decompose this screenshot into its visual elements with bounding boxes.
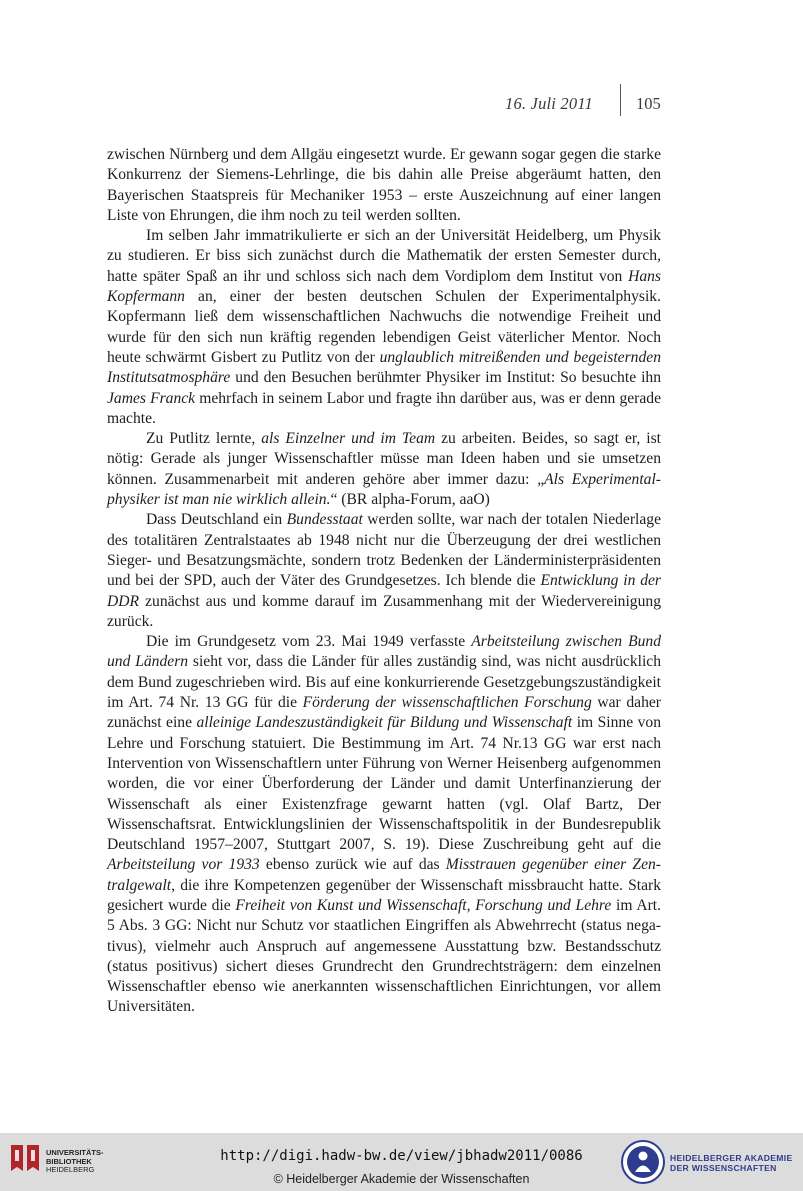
paragraph xyxy=(107,632,661,1018)
emphasis-text: unglaublich mitreißenden und begeisternden Institutsatmosphäre xyxy=(107,348,661,387)
text-run: mehrfach in seinem Labor und fragte ihn darüber aus, was er denn gerade machte. xyxy=(107,389,661,427)
emphasis-text: Als Experimentalphysiker ist man nie wirklich allein. xyxy=(107,470,661,509)
page-number: 105 xyxy=(636,94,661,113)
paragraph xyxy=(107,226,661,429)
text-run: an, einer der besten deutschen Schulen der Experimentalphysik. Kopfermann ließ dem wissenschaftlichen Nachwuchs die notwendige Freiheit und wurde für den sich nun kräftig regenden lebendigen Geist väterlicher Mentor. Noch heute schwärmt Gisbert zu Putlitz von der xyxy=(107,288,661,366)
emphasis-text: Bundesstaat xyxy=(286,511,363,529)
text-run: , die ihre Kompetenzen gegenüber der Wissenschaft missbraucht hatte. Stark gesichert wurde die xyxy=(107,876,661,914)
ub-line-1: UNIVERSITÄTS- xyxy=(46,1148,104,1157)
academy-wordmark xyxy=(670,1153,792,1173)
emphasis-text: Misstrauen gegenüber einer Zentralgewalt xyxy=(107,856,661,894)
emphasis-text: Freiheit von Kunst und Wissenschaft, Forschung und Lehre xyxy=(235,896,612,914)
emphasis-text: alleinige Landeszuständigkeit für Bildung und Wissenschaft xyxy=(196,714,573,732)
emphasis-text: Hans Kopfermann xyxy=(107,267,661,306)
paragraph xyxy=(107,429,661,510)
running-head: 16. Juli 2011 xyxy=(505,94,593,113)
text-run: war daher zunächst eine xyxy=(107,694,661,732)
emphasis-text: Arbeitsteilung zwischen Bund und Ländern xyxy=(107,633,661,671)
emphasis-text: Arbeitsteilung vor 1933 xyxy=(107,856,260,874)
main-text xyxy=(107,145,661,1018)
text-run: Dass Deutschland ein xyxy=(146,511,287,529)
academy-logo[interactable] xyxy=(620,1139,800,1185)
text-run: werden sollte, war nach der totalen Niederlage des totalitären Zentralstaates ab 1948 nicht nur die Überzeugung der drei westlichen Sieger- und Besatzungsmächte, sondern trotz Bedenken der Länderministerpräsidenten und bei der SPD, auch der Väter des Grundgesetzes. Ich blende die xyxy=(107,511,662,590)
paragraph xyxy=(107,145,661,226)
text-run: “ (BR alpha-Forum, aaO) xyxy=(330,491,490,509)
academy-line-2: DER WISSENSCHAFTEN xyxy=(670,1163,777,1173)
page-header xyxy=(0,94,803,118)
copyright-notice: © Heidelberger Akademie der Wissenschaften xyxy=(273,1172,530,1186)
emphasis-text: Förderung der wissenschaftlichen Forschung xyxy=(302,694,592,712)
text-run: Im selben Jahr immatrikulierte er sich an der Universität Heidelberg, um Physik zu studieren. Er biss sich zunächst durch die Mathematik der ersten Semester durch, hatte später Spaß an ihr und schloss sich nach dem Vordiplom dem Institut von xyxy=(107,227,661,285)
emphasis-text: als Einzelner und im Team xyxy=(261,430,436,448)
text-run: zu arbeiten. Beides, so sagt er, ist nötig: Gerade als junger Wissenschaftler müsse man Ideen haben und sie umsetzen können. Zusammenarbeit mit anderen gehöre aber immer dazu: „ xyxy=(107,430,661,488)
emphasis-text: Entwicklung in der DDR xyxy=(107,572,662,610)
text-run: und den Besuchen berühmter Physiker im Institut: So besuchte ihn xyxy=(230,369,661,387)
paragraph xyxy=(107,510,661,632)
text-run: im Sinne von Lehre und Forschung statuiert. Die Bestimmung im Art. 74 Nr.13 GG war erst nach Intervention von Wissenschaftlern unter Führung von Werner Heisenberg aufgenommen worden, die vor einer Überforderung der Länder und damit Unterfinanzierung der Wissenschaft als einer Existenzfrage gewarnt hatten (vgl. Olaf Bartz, Der Wissenschaftsrat. Entwicklungslinien der Wissenschaftspolitik in der Bundesrepublik Deutschland 1957–2007, Stuttgart 2007, S. 19). Diese Zuschreibung geht auf die xyxy=(107,714,661,854)
text-run: Zu Putlitz lernte, xyxy=(146,430,262,448)
header-divider xyxy=(620,84,621,116)
text-run: zunächst aus und komme darauf im Zusammenhang mit der Wiedervereinigung zurück. xyxy=(107,592,661,630)
academy-seal-icon xyxy=(620,1139,666,1185)
emphasis-text: James Franck xyxy=(107,389,196,407)
text-run: sieht vor, dass die Länder für alles zuständig sind, was nicht ausdrücklich dem Bund zugeschrieben wird. Bis auf eine konkurrierende Gesetzgebungszuständigkeit im Art. 74 Nr. 13 GG für die xyxy=(107,653,661,712)
permalink-url[interactable]: http://digi.hadw-bw.de/view/jbhadw2011/0086 xyxy=(220,1148,583,1164)
page-footer xyxy=(0,1133,803,1191)
ub-line-2: BIBLIOTHEK xyxy=(46,1156,92,1166)
text-run: ebenso zurück wie auf das xyxy=(259,856,446,874)
text-run: Die im Grundgesetz vom 23. Mai 1949 verfasste xyxy=(146,633,472,651)
text-run: zwischen Nürnberg und dem Allgäu eingesetzt wurde. Er gewann sogar gegen die starke Konkurrenz der Siemens-Lehrlinge, die bis dahin alle Preise abgeräumt hatten, den Bayerischen Staatspreis für Mechaniker 1953 – erste Auszeichnung auf einer langen Liste von Ehrungen, die ihm noch zu teil werden sollten. xyxy=(107,146,661,224)
academy-line-1: HEIDELBERGER AKADEMIE xyxy=(670,1153,793,1163)
ub-line-3: HEIDELBERG xyxy=(46,1165,95,1174)
text-run: im Art. 5 Abs. 3 GG: Nicht nur Schutz vor staatlichen Eingriffen als Abwehrrecht (status negativus), vielmehr auch Anspruch auf angemessene Ausstattung bzw. Bestandsschutz (status positivus) sichert dieses Grundrecht den Grundrechtsträgern: dem einzelnen Wissenschaftler ebenso wie anerkannten wissenschaftlichen Einrichtungen, vor allem Universitäten. xyxy=(107,896,661,1016)
